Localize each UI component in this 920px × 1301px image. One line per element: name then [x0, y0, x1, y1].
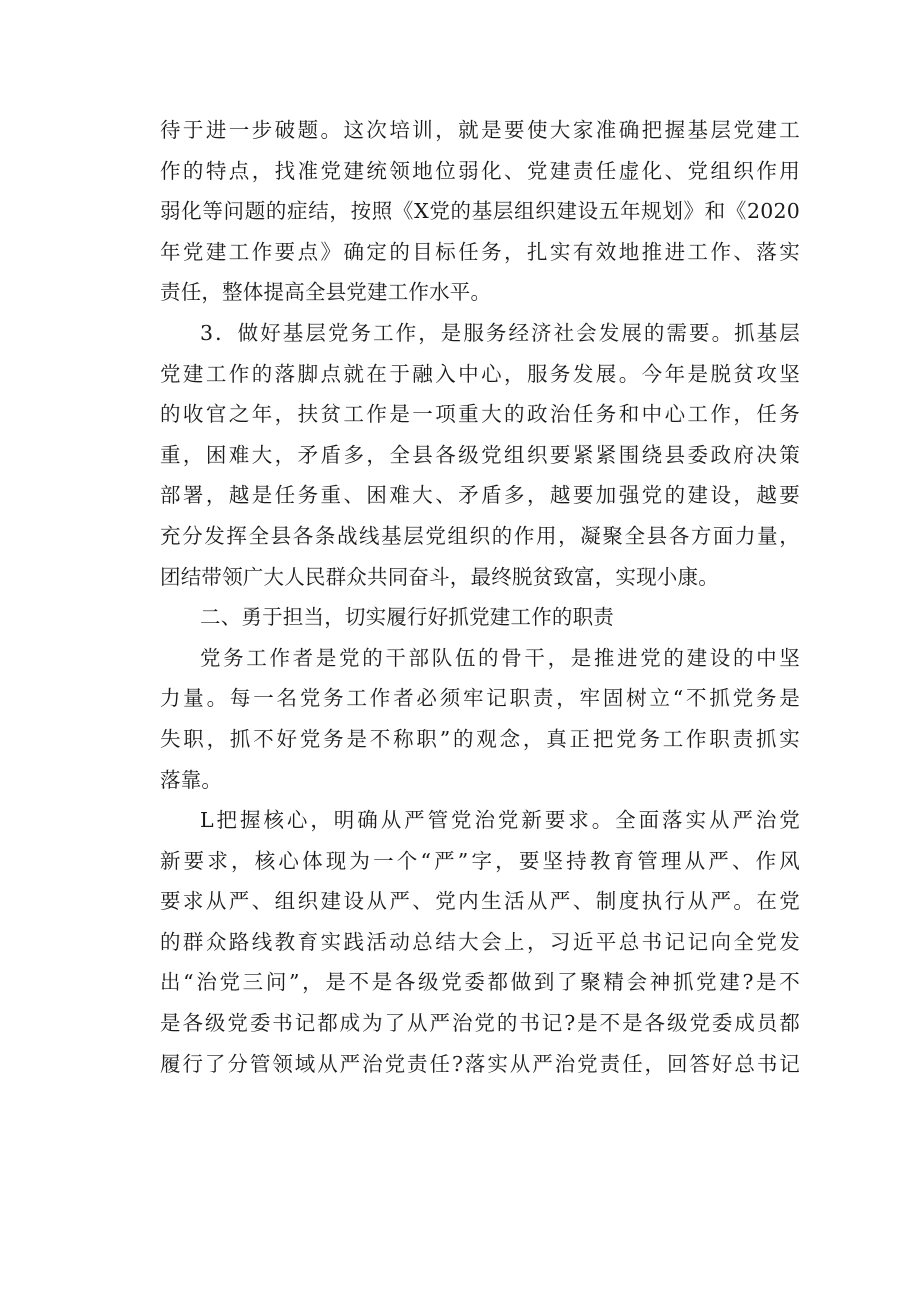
document-body — [160, 110, 800, 1084]
text-line: 落靠。 — [160, 767, 223, 792]
text-line: 新要求，核心体现为一个“严”字，要坚持教育管理从严、作风 — [160, 848, 800, 873]
text-line: 要求从严、组织建设从严、党内生活从严、制度执行从严。在党 — [160, 889, 800, 914]
text-line: 年党建工作要点》确定的目标任务，扎实有效地推进工作、落实 — [160, 239, 800, 264]
paragraph-3-first-line: 3．做好基层党务工作，是服务经济社会发展的需要。抓基层 — [200, 320, 800, 345]
text-line: 重，困难大，矛盾多，全县各级党组织要紧紧围绕县委政府决策 — [160, 442, 800, 467]
text-line: 的群众路线教育实践活动总结大会上，习近平总书记记向全党发 — [160, 929, 800, 954]
text-line: 团结带领广大人民群众共同奋斗，最终脱贫致富，实现小康。 — [160, 564, 719, 589]
paragraph-first-line: 党务工作者是党的干部队伍的骨干，是推进党的建设的中坚 — [200, 645, 800, 670]
text-line: 履行了分管领域从严治党责任?落实从严治党责任，回答好总书记 — [160, 1051, 800, 1076]
text-line: 弱化等问题的症结，按照《X党的基层组织建设五年规划》和《2020 — [160, 199, 800, 224]
section-heading: 二、勇于担当，切实履行好抓党建工作的职责 — [200, 605, 614, 630]
paragraph-first-line: L把握核心，明确从严管党治党新要求。全面落实从严治党 — [200, 808, 800, 833]
text-line: 出“治党三问”，是不是各级党委都做到了聚精会神抓党建?是不 — [160, 970, 800, 995]
text-line: 充分发挥全县各条战线基层党组织的作用，凝聚全县各方面力量， — [160, 523, 800, 548]
text-line: 责任，整体提高全县党建工作水平。 — [160, 280, 492, 305]
text-line: 部署，越是任务重、困难大、矛盾多，越要加强党的建设，越要 — [160, 483, 800, 508]
text-line: 力量。每一名党务工作者必须牢记职责，牢固树立“不抓党务是 — [160, 686, 800, 711]
text-line: 作的特点，找准党建统领地位弱化、党建责任虚化、党组织作用 — [160, 158, 800, 183]
text-line: 党建工作的落脚点就在于融入中心，服务发展。今年是脱贫攻坚 — [160, 361, 800, 386]
text-line: 的收官之年，扶贫工作是一项重大的政治任务和中心工作，任务 — [160, 402, 800, 427]
text-line: 是各级党委书记都成为了从严治党的书记?是不是各级党委成员都 — [160, 1011, 800, 1036]
text-line: 待于进一步破题。这次培训，就是要使大家准确把握基层党建工 — [160, 118, 800, 142]
text-line: 失职，抓不好党务是不称职”的观念，真正把党务工作职责抓实 — [160, 726, 800, 751]
